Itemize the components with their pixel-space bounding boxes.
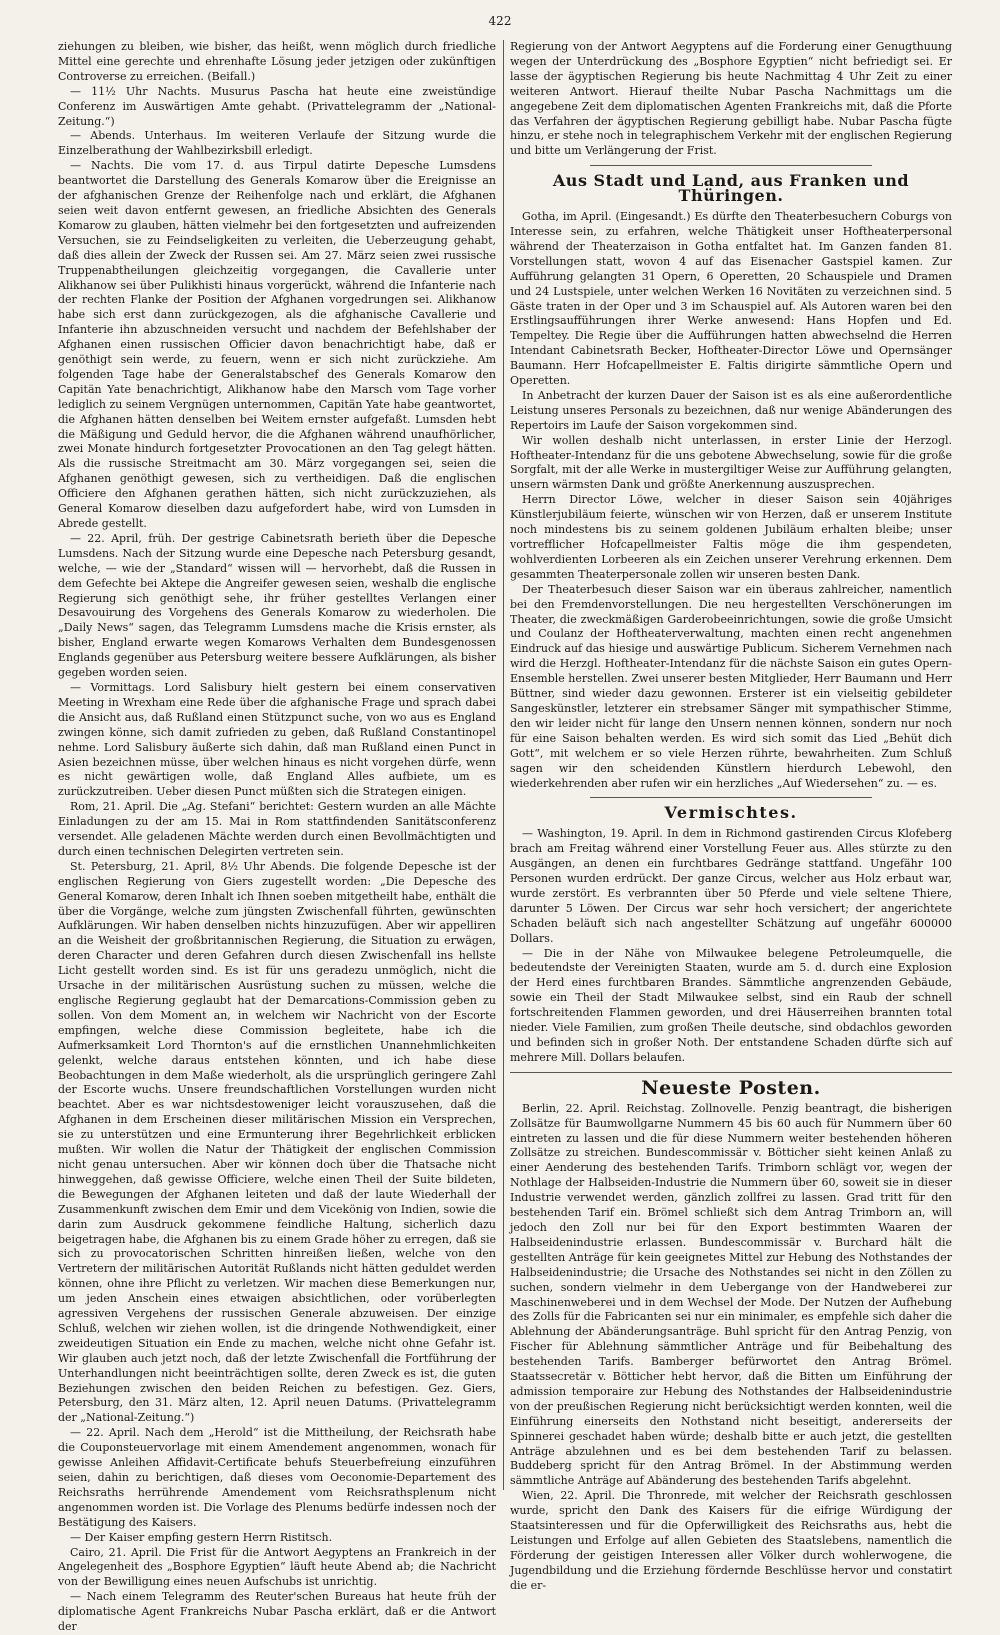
section-rule <box>590 797 872 798</box>
article-paragraph: — Der Kaiser empfing gestern Herrn Ristitsch. <box>70 1530 333 1544</box>
article-paragraph: Berlin, 22. April. Reichstag. Zollnovelle. Penzig beantragt, die bisherigen Zollsätze für Baumwollgarne Nummern 45 bis 60 auch für Nummern über 60 eintreten zu lassen und die für diese Nummern weiter bestehenden höheren Zollsätze zu streichen. Bundescommissär v. Bötticher sieht keinen Anlaß zu einer Aenderung des bestehenden Tarifs. Trimborn schlägt vor, wegen der Nothlage der Halbseiden-Industrie die Nummern über 60, soweit sie in dieser Industrie verwendet werden, gänzlich zollfrei zu lassen. Grad tritt für den bestehenden Tarif ein. Brömel schließt sich dem Antrag Trimborn an, will jedoch den Zoll nur bei für den Export bestimmten Waaren der Halbseidenindustrie erlassen. Bundescommissär v. Burchard hält die gestellten Anträge für kein geeignetes Mittel zur Hebung des Nothstandes der Halbseidenindustrie; die Ursache des Nothstandes sei nicht in den Zöllen zu suchen, sondern vielmehr in dem Uebergange von der Handweberei zur Maschinenweberei und in dem Wechsel der Mode. Der Nutzen der Aufhebung des Zolls für die Fabricanten sei nur ein minimaler, es empfehle sich daher die Ablehnung der Abänderungsanträge. Buhl spricht für den Antrag Penzig, von Fischer für Ablehnung sämmtlicher Anträge und für Beibehaltung des bestehenden Tarifs. Bamberger befürwortet den Antrag Brömel. Staatssecretär v. Bötticher hebt hervor, daß die Bitten um Einführung der admission temporaire zur Hebung des Nothstandes der Halbseidenindustrie von der preußischen Regierung nicht berücksichtigt werden konnten, weil die Einführung einerseits den Nothstand nicht beseitigt, andererseits der Spinnerei geschadet haben würde; deshalb bitte er auch jetzt, die gestellten Anträge abzulehnen und es bei dem bestehenden Tarif zu belassen. Buddeberg spricht für den Antrag Brömel. In der Abstimmung werden sämmtliche Anträge auf Abänderung des bestehenden Tarifs abgelehnt. <box>510 1101 952 1488</box>
article-paragraph: — Nach einem Telegramm des Reuter'schen Bureaus hat heute früh der diplomatische Agent Frankreichs Nubar Pascha erklärt, daß er die Antwort der <box>58 1590 496 1634</box>
article-paragraph: — 11½ Uhr Nachts. Musurus Pascha hat heute eine zweistündige Conferenz im Auswärtigen Amte gehabt. (Privattelegramm der „National-Zeitung.“) <box>58 84 496 128</box>
article-paragraph: Herrn Director Löwe, welcher in dieser Saison sein 40jähriges Künstlerjubiläum feierte, wünschen wir von Herzen, daß er unserem Institute noch mindestens bis zu seinem goldenen Jubiläum erhalten bleibe; unser vortrefflicher Hofcapellmeister Faltis möge die ihm gespendeten, wohlverdienten Lorbeeren als ein Zeichen unserer Verehrung erkennen. Dem gesammten Theaterpersonale zollen wir unseren besten Dank. <box>510 493 952 581</box>
article-paragraph: Rom, 21. April. Die „Ag. Stefani“ berichtet: Gestern wurden an alle Mächte Einladungen zu der am 15. Mai in Rom stattfindenden Sanitätsconferenz versendet. Alle geladenen Mächte werden durch einen Bevollmächtigten und durch einen technischen Delegirten vertreten sein. <box>58 800 496 858</box>
article-paragraph: Wir wollen deshalb nicht unterlassen, in erster Linie der Herzogl. Hoftheater-Intendanz für die uns gebotene Abwechselung, sowie für die große Sorgfalt, mit der alle Werke in mustergiltiger Weise zur Aufführung gelangten, unsern wärmsten Dank und größte Anerkennung auszusprechen. <box>510 433 952 492</box>
section-heading-miscellaneous: Vermischtes. <box>664 803 798 823</box>
article-paragraph: — 22. April. Nach dem „Herold“ ist die Mittheilung, der Reichsrath habe die Couponsteuervorlage mit einem Amendement angenommen, wonach für gewisse Anleihen Affidavit-Certificate behufs Steuerbefreiung einzuführen seien, dahin zu berichtigen, daß dieses vom Oeconomie-Departement des Reichsraths herrührende Amendement vom Reichsrathsplenum nicht angenommen worden ist. Die Vorlage des Plenums bedürfe indessen noch der Bestätigung des Kaisers. <box>58 1426 496 1529</box>
article-paragraph: Wien, 22. April. Die Thronrede, mit welcher der Reichsrath geschlossen wurde, spricht den Dank des Kaisers für die eifrige Würdigung der Staatsinteressen und für die Opferwilligkeit des Reichsraths aus, hebt die Leistungen und Erfolge auf allen Gebieten des Staatslebens, namentlich die Förderung der geistigen Interessen aller Völker durch wohlerwogene, die Jugendbildung und die Erziehung fördernde Beschlüsse hervor und constatirt die er- <box>510 1489 952 1592</box>
article-paragraph: Cairo, 21. April. Die Frist für die Antwort Aegyptens an Frankreich in der Angelegenheit des „Bosphore Egyptien“ läuft heute Abend ab; die Nachricht von der Bewilligung eines neuen Aufschubs ist unrichtig. <box>58 1545 496 1589</box>
article-paragraph: ziehungen zu bleiben, wie bisher, das heißt, wenn möglich durch friedliche Mittel eine gerechte und ehrenhafte Lösung jeder jetzigen oder zukünftigen Controverse zu erreichen. (Beifall.) <box>58 40 496 83</box>
section-rule <box>510 1072 952 1073</box>
latest-news-section <box>510 1102 952 1594</box>
article-paragraph: Der Theaterbesuch dieser Saison war ein überaus zahlreicher, namentlich bei den Fremdenvorstellungen. Die neu hergestellten Verschönerungen im Theater, die zweckmäßigen Garderobeeinrichtungen, sowie die große Umsicht und Coulanz der Hoftheaterverwaltung, machten einen recht angenehmen Eindruck auf das hiesige und auswärtige Publicum. Sicherem Vernehmen nach wird die Herzgl. Hoftheater-Intendanz für die nächste Saison ein gutes Opern-Ensemble herstellen. Zwei unserer besten Mitglieder, Herr Baumann und Herr Büttner, sind wieder dazu gewonnen. Ersterer ist ein vielseitig gebildeter Sangeskünstler, letzterer ein strebsamer Sänger mit sympathischer Stimme, den wir leider nicht für lange den Unsern nennen können, sondern nur noch für eine Saison behalten werden. Es wird sich somit das Lied „Behüt dich Gott“, mit welchem er so viele Herzen rührte, bewahrheiten. Zum Schluß sagen wir den scheidenden Künstlern hierdurch Lebewohl, den wiederkehrenden aber rufen wir ein herzliches „Auf Wiedersehen“ zu. — es. <box>510 582 952 790</box>
article-paragraph: Regierung von der Antwort Aegyptens auf die Forderung einer Genugthuung wegen der Unterdrückung des „Bosphore Egyptien“ nicht befriedigt sei. Er lasse der ägyptischen Regierung bis heute Nachmittag 4 Uhr Zeit zu einer weiteren Antwort. Hierauf theilte Nubar Pascha Nachmittags um die angegebene Zeit dem diplomatischen Agenten Frankreichs mit, daß die Pforte das Verfahren der ägyptischen Regierung gebilligt habe. Nubar Pascha fügte hinzu, er stehe noch in telegraphischem Verkehr mit der englischen Regierung und bitte um Verlängerung der Frist. <box>510 40 952 158</box>
article-paragraph: Gotha, im April. (Eingesandt.) Es dürfte den Theaterbesuchern Coburgs von Interesse sein, zu erfahren, welche Thätigkeit unser Hoftheaterpersonal während der Theaterzaison in Gotha entfaltet hat. Im Ganzen fanden 81. Vorstellungen statt, wovon 4 auf das Eisenacher Gastspiel kamen. Zur Aufführung gelangten 31 Opern, 6 Operetten, 20 Schauspiele und Dramen und 24 Lustspiele, unter welchen Werken 16 Novitäten zu verzeichnen sind. 5 Gäste traten in der Oper und 3 im Schauspiel auf. Als Autoren waren bei den Erstlingsaufführungen ihrer Werke anwesend: Hans Hopfen und Ed. Tempeltey. Die Regie über die Aufführungen hatten abwechselnd die Herren Intendant Cabinetsrath Becker, Hoftheater-Director Löwe und Opernsänger Baumann. Herr Hofcapellmeister E. Faltis dirigirte sämmtliche Opern und Operetten. <box>510 210 952 388</box>
article-paragraph: In Anbetracht der kurzen Dauer der Saison ist es als eine außerordentliche Leistung unseres Personals zu bezeichnen, daß nur wenige Abänderungen des Repertoirs im Laufe der Saison vorgekommen sind. <box>510 388 952 432</box>
article-paragraph: — Vormittags. Lord Salisbury hielt gestern bei einem conservativen Meeting in Wrexham eine Rede über die afghanische Frage und sprach dabei die Ansicht aus, daß Rußland einen Stützpunct suche, von wo aus es England zwingen könne, sich damit zufrieden zu geben, daß Rußland Constantinopel nehme. Lord Salisbury äußerte sich dahin, daß man Rußland einen Punct in Asien bezeichnen müsse, über welchen hinaus es nicht vorgehen dürfe, wenn es nicht gewärtigen wolle, daß England Alles aufbiete, um es zurückzutreiben. Ueber diesen Punct müßten sich die Strategen einigen. <box>58 680 496 799</box>
article-paragraph: — Washington, 19. April. In dem in Richmond gastirenden Circus Klofeberg brach am Freitag während einer Vorstellung Feuer aus. Alles stürzte zu den Ausgängen, an denen ein furchtbares Gedränge stattfand. Ungefähr 100 Personen wurden erdrückt. Der ganze Circus, welcher aus Holz erbaut war, wurde zerstört. Es verbrannten über 50 Pferde und viele seltene Thiere, darunter 5 Löwen. Der Circus war sehr hoch versichert; der angerichtete Schaden beläuft sich nach angestellter Schätzung auf ungefähr 600000 Dollars. <box>510 827 952 945</box>
right-column <box>510 40 952 1592</box>
page-number: 422 <box>488 14 512 28</box>
left-column <box>58 40 496 1634</box>
article-paragraph: — Nachts. Die vom 17. d. aus Tirpul datirte Depesche Lumsdens beantwortet die Darstellung des Generals Komarow über die Ereignisse an der afghanischen Grenze der Reihenfolge nach und erklärt, die Afghanen seien weit davon entfernt gewesen, an friedliche Absichten des Generals Komarow zu glauben, hätten vielmehr bei den fortgesetzten und aufreizenden Versuchen, sie zu Feindseligkeiten zu verleiten, die Ueberzeugung gehabt, daß dies allein der Zweck der Russen sei. Am 27. März seien zwei russische Truppenabtheilungen gleichzeitig vorgegangen, die Cavallerie unter Alikhanow sei über Pulikhisti hinaus vorgerückt, während die Infanterie nach der rechten Flanke der Position der Afghanen vorgedrungen sei. Alikhanow habe sich erst dann zurückgezogen, als die afghanische Cavallerie und Infanterie ihn abzuschneiden versucht und nachdem der Befehlshaber der Afghanen einen russischen Officier davon benachrichtigt habe, daß er genöthigt sein werde, zu feuern, wenn er sich nicht zurückziehe. Am folgenden Tage habe der Generalstabschef des Generals Komarow den Capitän Yate benachrichtigt, Alikhanow habe den Marsch vom Tage vorher lediglich zu seinem Vergnügen unternommen, Capitän Yate habe geantwortet, die Afghanen hätten denselben bei Weitem ernster aufgefaßt. Lumsden hebt die Mäßigung und Geduld hervor, die die Afghanen während unaufhörlicher, zwei Monate hindurch fortgesetzter Provocationen an den Tag gelegt hätten. Als die russische Streitmacht am 30. März vorgegangen sei, seien die Afghanen genöthigt gewesen, sich zu vertheidigen. Daß die englischen Officiere den Afghanen gerathen hätten, sich nicht zurückzuziehen, als General Komarow dieselben dazu aufgefordert habe, wird von Lumsden in Abrede gestellt. <box>58 159 496 530</box>
local-news-section <box>510 210 952 791</box>
article-paragraph: — Abends. Unterhaus. Im weiteren Verlaufe der Sitzung wurde die Einzelberathung der Wahlbezirksbill erledigt. <box>58 129 496 158</box>
article-paragraph: — 22. April, früh. Der gestrige Cabinetsrath berieth über die Depesche Lumsdens. Nach der Sitzung wurde eine Depesche nach Petersburg gesandt, welche, — wie der „Standard“ wissen will — hervorhebt, daß die Russen in dem Gefechte bei Aktepe die Angreifer gewesen seien, weshalb die englische Regierung sich genöthigt sehe, ihr früher gestelltes Verlangen einer Desavouirung des Vorgehens des Generals Komarow zu wiederholen. Die „Daily News“ sagen, das Telegramm Lumsdens mache die Krisis ernster, als bisher, England erwarte wegen Komarows Verhalten dem Bundesgenossen Englands gegenüber aus Petersburg weitere bessere Aufklärungen, als bisher gegeben worden seien. <box>58 531 496 680</box>
article-paragraph: — Die in der Nähe von Milwaukee belegene Petroleumquelle, die bedeutendste der Vereinigten Staaten, wurde am 5. d. durch eine Explosion der Herd eines furchtbaren Brandes. Sämmtliche angrenzenden Gebäude, sowie ein Theil der Stadt Milwaukee selbst, sind ein Raub der schnell fortschreitenden Flammen geworden, und drei Häuserreihen brannten total nieder. Viele Familien, zum großen Theile deutsche, sind obdachlos geworden und befinden sich in großer Noth. Der entstandene Schaden dürfte sich auf mehrere Mill. Dollars belaufen. <box>510 946 952 1064</box>
section-rule <box>590 165 872 166</box>
section-heading-latest-news: Neueste Posten. <box>641 1076 821 1099</box>
article-paragraph: St. Petersburg, 21. April, 8½ Uhr Abends. Die folgende Depesche ist der englischen Regierung von Giers zugestellt worden: „Die Depesche des General Komarow, deren Inhalt ich Ihnen soeben mitgetheilt habe, enthält die über die Vorgänge, welche zum jüngsten Zwischenfall führten, gewünschten Aufklärungen. Wir haben denselben nichts hinzuzufügen. Aber wir appelliren an die Weisheit der großbritannischen Regierung, die Situation zu erwägen, deren Character und deren Gefahren durch diesen Zwischenfall ins hellste Licht gestellt worden sind. Es ist für uns geradezu unmöglich, nicht die Ursache in der militärischen Ausrüstung suchen zu müssen, welche die englische Regierung geglaubt hat der Demarcations-Commission geben zu sollen. Von dem Moment an, in welchem wir Nachricht von der Escorte empfingen, welche diese Commission begleitete, habe ich die Aufmerksamkeit Lord Thornton's auf die ernstlichen Unannehmlichkeiten gelenkt, welche daraus entstehen könnten, und ich habe diese Beobachtungen in dem Maße wiederholt, als die ursprünglich geringere Zahl der Escorte wuchs. Unsere freundschaftlichen Vorstellungen wurden nicht beachtet. Aber es war nichtsdestoweniger leicht vorauszusehen, daß die Afghanen in dem Erscheinen dieser militärischen Mission ein Versprechen, sie zu unterstützen und eine Ermunterung ihrer Begehrlichkeit erblicken mußten. Wir wollen die Natur der Thätigkeit der englischen Commission nicht genau untersuchen. Aber wir können doch über die Thatsache nicht hinweggehen, daß gewisse Officiere, welche einen Theil der Suite bildeten, die Bewegungen der Afghanen leiteten und daß der laute Wiederhall der Zusammenkunft zwischen dem Emir und dem Vicekönig von Indien, sowie die darin zum Ausdruck gekommene feindliche Haltung, sicherlich dazu beigetragen habe, die Afghanen bis zu einem Grade höher zu erregen, daß sie sich zu provocatorischen Schritten hinreißen ließen, welche von den Vertretern der militärischen Autorität Rußlands nicht hätten geduldet werden können, ohne ihre Pflicht zu verletzen. Wir machen diese Bemerkungen nur, um jeden Anschein eines etwaigen absichtlichen, oder vorüberlegten agressiven Vergehens der russischen Generale abzuweisen. Der einzige Schluß, welchen wir ziehen wollen, ist die dringende Nothwendigkeit, einer zweideutigen Situation ein Ende zu machen, welche nicht ohne Gefahr ist. Wir glauben auch jetzt noch, daß der letzte Zwischenfall die Fortführung der Unterhandlungen nicht beeinträchtigen sollte, deren Zweck es ist, die guten Beziehungen zwischen den beiden Reichen zu befestigen. Gez. Giers, Petersburg, den 31. März alten, 12. April neuen Datums. (Privattelegramm der „National-Zeitung.“) <box>58 859 496 1425</box>
section-heading-local-news: Aus Stadt und Land, aus Franken und Thüringen. <box>552 171 910 206</box>
column-divider <box>503 40 504 1490</box>
right-column-intro <box>510 40 952 159</box>
miscellaneous-section <box>510 827 952 1066</box>
